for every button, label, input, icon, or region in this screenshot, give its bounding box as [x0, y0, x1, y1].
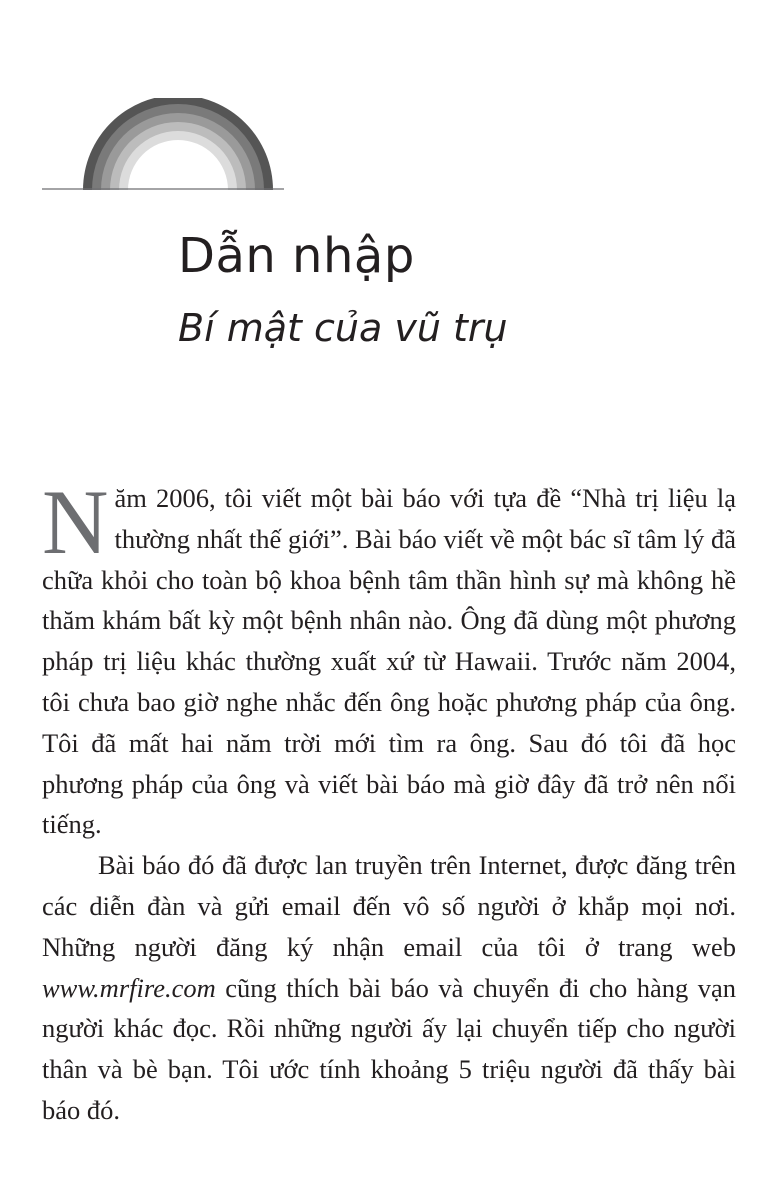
paragraph-1 [42, 471, 736, 845]
paragraph-1-text: ăm 2006, tôi viết một bài báo với tựa đề “Nhà trị liệu lạ thường nhất thế giới”. Bài báo viết về một bác sĩ tâm lý đã chữa khỏi cho toàn bộ khoa bệnh tâm thần hình sự mà không hề thăm khám bất kỳ một bệnh nhân nào. Ông đã dùng một phương pháp trị liệu khác thường xuất xứ từ Hawaii. Trước năm 2004, tôi chưa bao giờ nghe nhắc đến ông hoặc phương pháp của ông. Tôi đã mất hai năm trời mới tìm ra ông. Sau đó tôi đã học phương pháp của ông và viết bài báo mà giờ đây đã trở nên nổi tiếng. [42, 483, 736, 840]
website-url: www.mrfire.com [42, 972, 216, 1003]
rainbow-arc-ornament-icon [42, 98, 284, 190]
drop-cap: N [42, 471, 109, 573]
paragraph-2-text-start: Bài báo đó đã được lan truyền trên Internet, được đăng trên các diễn đàn và gửi email đến vô số người ở khắp mọi nơi. Những người đăng ký nhận email của tôi ở trang web [42, 850, 736, 962]
body-text [42, 471, 736, 1131]
paragraph-2-text-end: cũng thích bài báo và chuyển đi cho hàng vạn người khác đọc. Rồi những người ấy lại chuyển tiếp cho người thân và bè bạn. Tôi ước tính khoảng 5 triệu người đã thấy bài báo đó. [42, 972, 736, 1125]
chapter-subtitle: Bí mật của vũ trụ [178, 306, 508, 350]
chapter-title: Dẫn nhập [178, 228, 415, 284]
paragraph-2 [42, 845, 736, 1131]
